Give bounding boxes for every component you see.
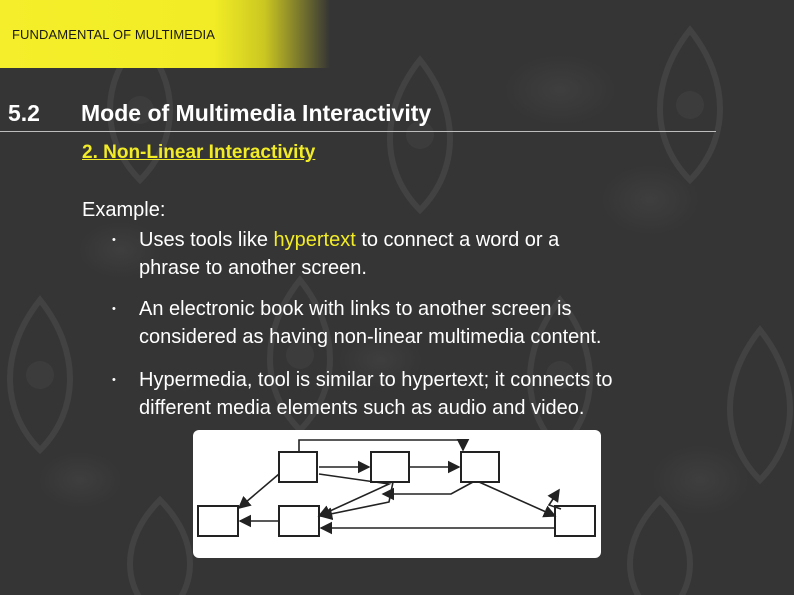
diagram-node: [461, 452, 499, 482]
header-bar: [0, 0, 330, 68]
bullet-dot-icon: •: [112, 303, 116, 315]
diagram-arrow: [239, 474, 279, 508]
bullet-line: considered as having non-linear multimedia content.: [139, 326, 602, 348]
diagram-node: [279, 506, 319, 536]
diagram-node: [279, 452, 317, 482]
diagram-node: [198, 506, 238, 536]
diagram-arrow: [479, 482, 555, 516]
bullet-line: [139, 226, 714, 254]
subtitle: 2. Non-Linear Interactivity: [82, 142, 316, 163]
title-divider: [0, 131, 716, 132]
diagram-arrow: [299, 440, 463, 452]
highlight-hypertext: hypertext: [273, 229, 356, 251]
bullet-line: phrase to another screen.: [139, 257, 367, 279]
bullet-line: different media elements such as audio and video.: [139, 397, 585, 419]
bullet-dot-icon: •: [112, 374, 116, 386]
bullet-text: to connect a word or a: [355, 229, 560, 251]
bullet-line: An electronic book with links to another screen is: [139, 298, 572, 320]
example-label: Example:: [82, 199, 166, 221]
bullet-line: Hypermedia, tool is similar to hypertext; it connects to: [139, 369, 613, 391]
bullet-text: Uses tools like: [139, 229, 274, 251]
non-linear-diagram: [193, 430, 601, 558]
diagram-arrow: [383, 482, 473, 494]
diagram-graphic: [193, 430, 601, 558]
section-number: 5.2: [8, 100, 40, 126]
page-title: Mode of Multimedia Interactivity: [81, 100, 432, 126]
diagram-node: [555, 506, 595, 536]
header-label: FUNDAMENTAL OF MULTIMEDIA: [12, 27, 216, 42]
diagram-node: [371, 452, 409, 482]
bullet-dot-icon: •: [112, 234, 116, 246]
